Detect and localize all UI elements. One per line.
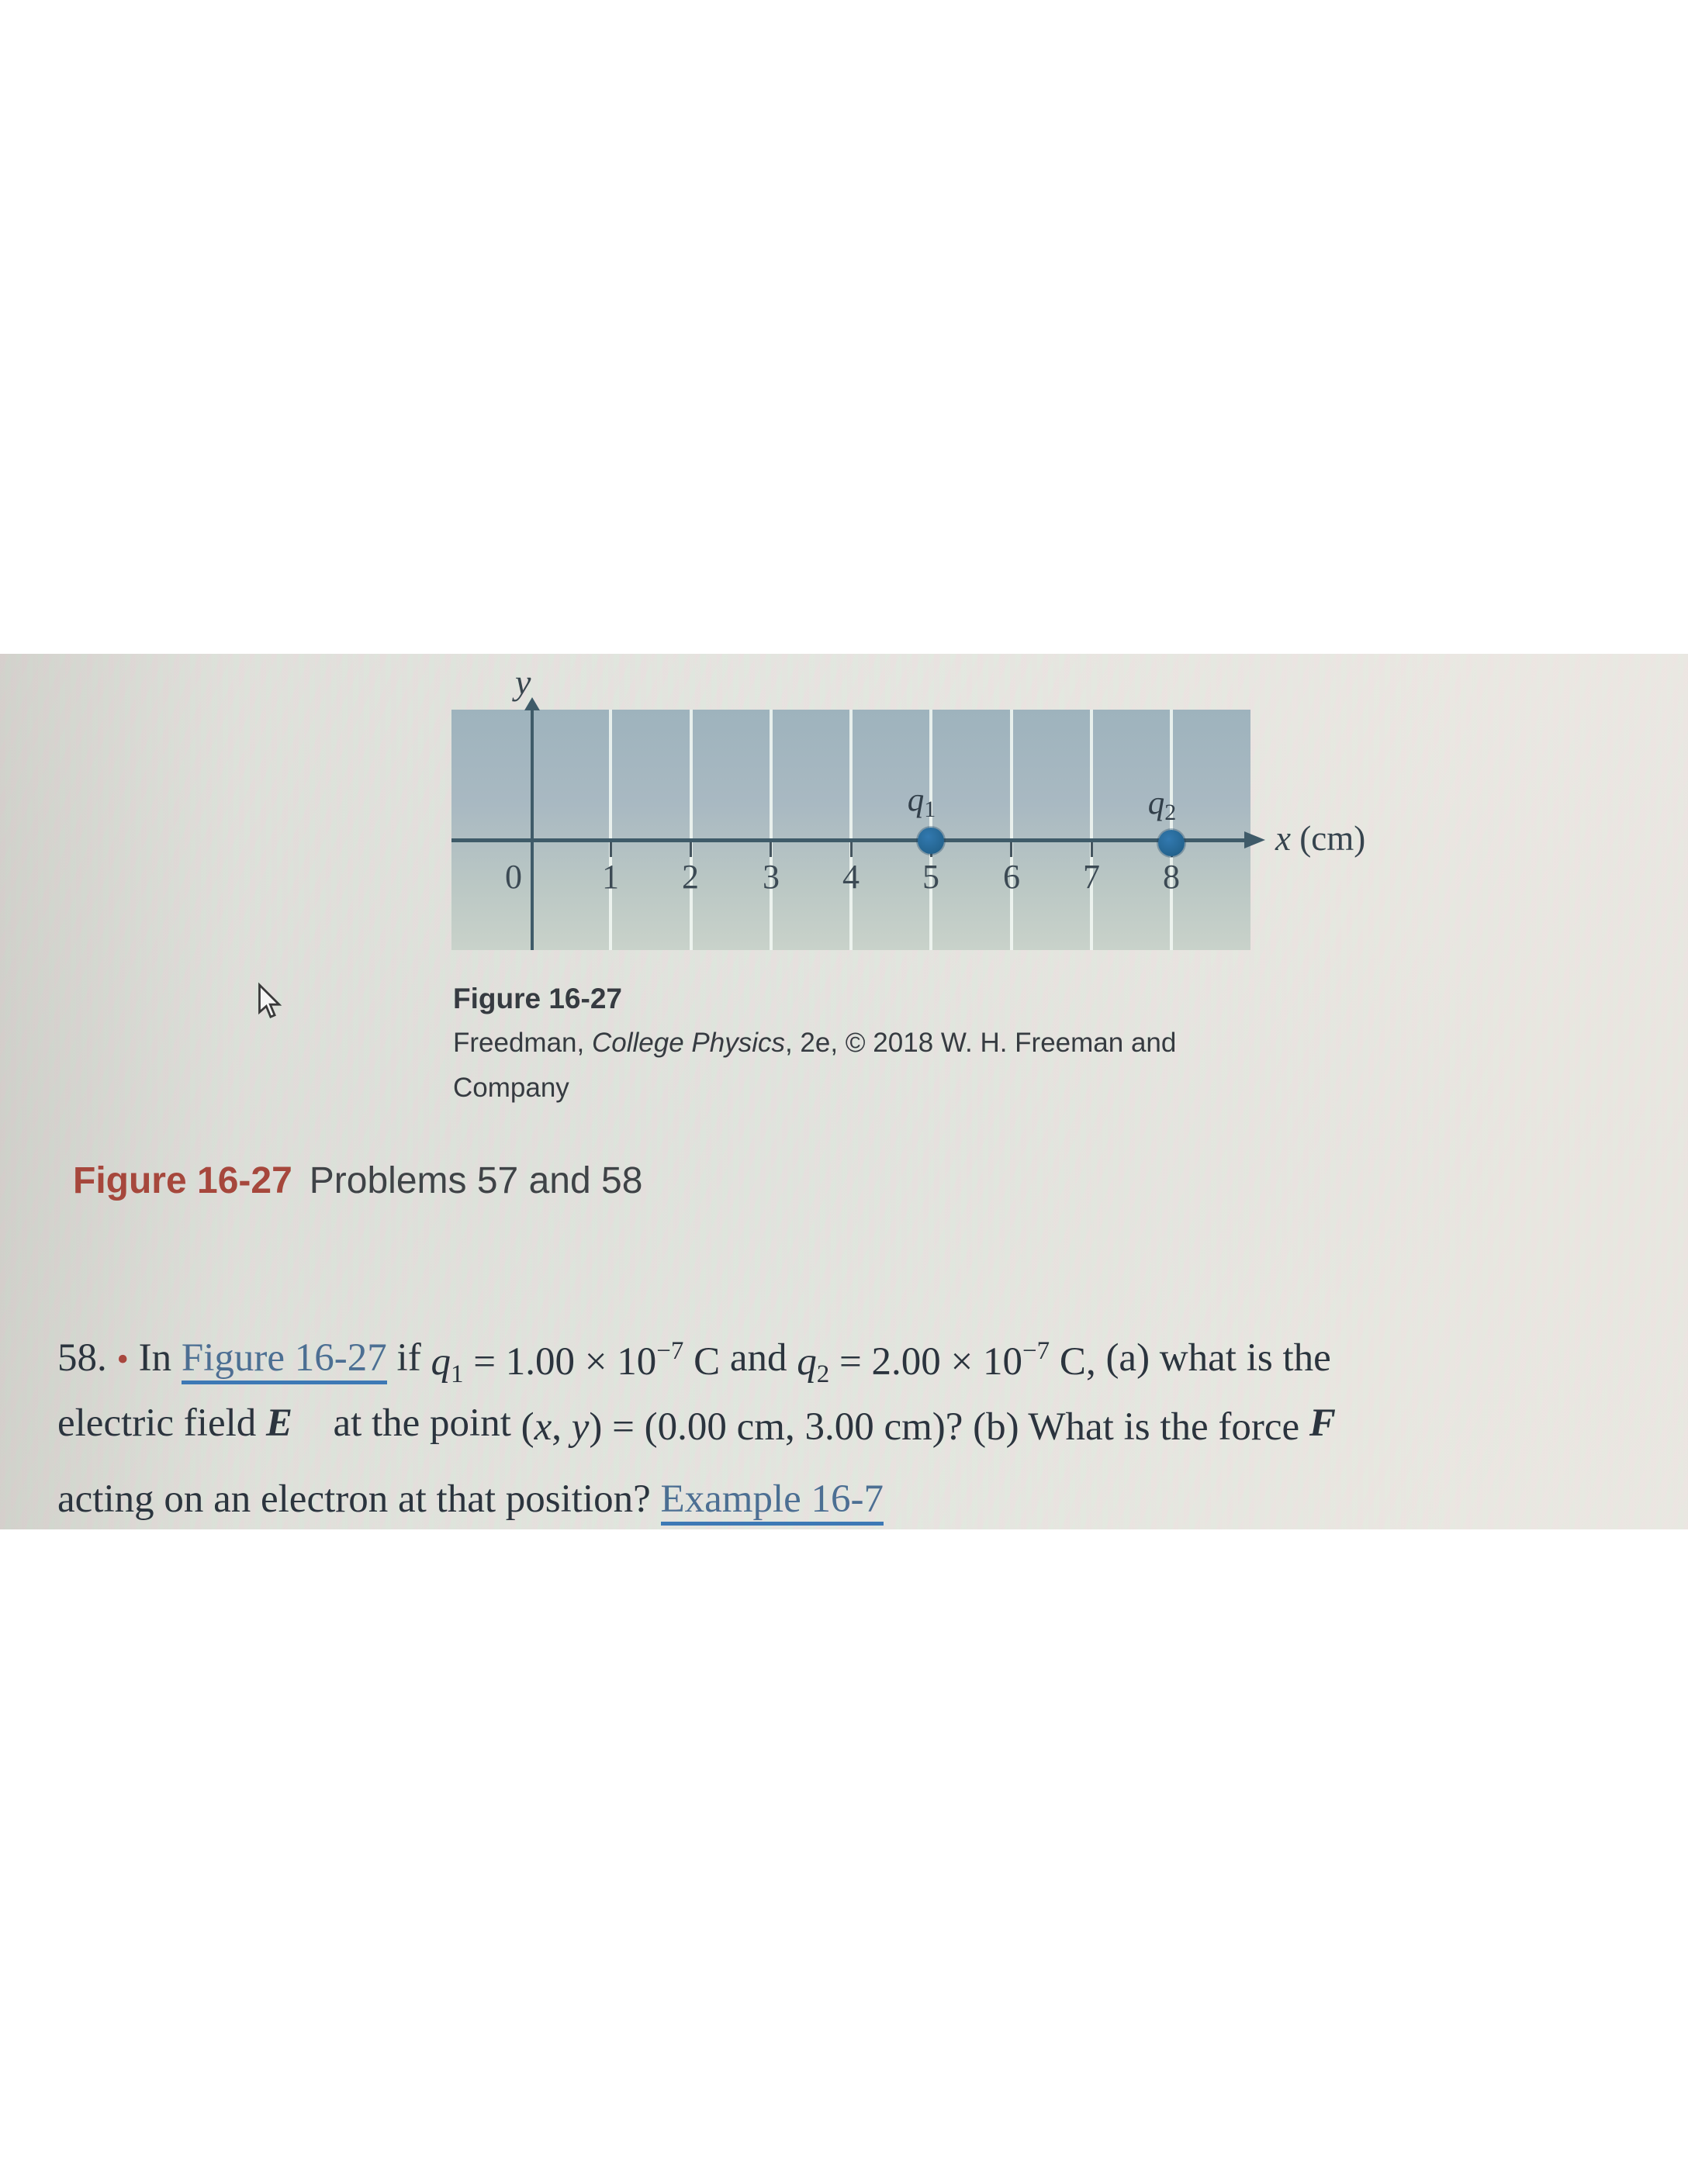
tick-label: 6	[1003, 858, 1020, 896]
figure-caption-credit	[453, 1023, 1176, 1063]
tick-mark	[1010, 842, 1012, 857]
figure-caption	[453, 980, 1176, 1108]
math-symbol: y	[571, 1405, 590, 1449]
math-text: ,	[552, 1405, 572, 1449]
figure-16-27-diagram	[451, 662, 1366, 950]
charge-dot-q1	[918, 828, 944, 854]
example-16-7-link[interactable]: Example 16-7	[661, 1477, 884, 1526]
y-axis-line	[531, 708, 534, 950]
math-unit: C	[683, 1340, 721, 1384]
tick-label: 0	[505, 858, 522, 896]
x-axis-arrow-icon	[1244, 831, 1265, 848]
tick-mark	[1091, 842, 1093, 857]
credit-text: Freedman,	[453, 1028, 592, 1058]
vector-E-symbol: E⃗	[266, 1401, 323, 1445]
tick-label: 1	[602, 858, 619, 896]
math-q1-value	[431, 1337, 721, 1388]
charge-label-q1	[908, 781, 936, 823]
math-unit: C,	[1050, 1340, 1096, 1384]
charge-label-q2	[1148, 784, 1177, 826]
math-superscript: −7	[656, 1337, 684, 1365]
charge-label-subscript: 2	[1164, 800, 1177, 825]
tick-mark	[690, 842, 692, 857]
gridline	[1090, 710, 1093, 950]
problem-text: acting on an electron at that position?	[57, 1477, 661, 1521]
tick-label: 4	[842, 858, 860, 896]
gridline	[849, 710, 853, 950]
figure-caption-credit-line2: Company	[453, 1073, 569, 1103]
problem-58	[57, 1309, 1671, 1537]
math-subscript: 2	[816, 1360, 830, 1388]
problem-text: electric field	[57, 1401, 266, 1445]
problem-line-3	[57, 1461, 1671, 1537]
charge-label-base: q	[907, 782, 925, 818]
tick-label: 7	[1083, 858, 1100, 896]
math-text: = 2.00 × 10	[829, 1340, 1023, 1384]
problem-text: if	[386, 1336, 431, 1380]
problem-number: 58.	[57, 1336, 107, 1380]
tick-label: 5	[922, 858, 939, 896]
tick-mark	[610, 842, 612, 857]
page-photo-band	[0, 654, 1688, 1529]
math-symbol: q	[797, 1340, 817, 1384]
math-point-coordinates	[521, 1405, 1309, 1449]
charge-label-subscript: 1	[924, 797, 936, 822]
figure-heading	[73, 1159, 642, 1203]
figure-caption-title: Figure 16-27	[453, 983, 622, 1014]
tick-label: 2	[682, 858, 699, 896]
vector-F-symbol: F⃗	[1309, 1401, 1367, 1445]
math-superscript: −7	[1022, 1337, 1050, 1365]
problem-text: at the point	[323, 1401, 521, 1445]
x-axis-line	[451, 838, 1246, 842]
gridline	[609, 710, 612, 950]
math-symbol: x	[534, 1405, 552, 1449]
tick-label: 8	[1163, 858, 1180, 896]
math-symbol: q	[431, 1340, 451, 1384]
x-axis-label-unit: (cm)	[1290, 819, 1366, 858]
x-axis-label	[1275, 818, 1365, 859]
difficulty-bullet-icon: •	[116, 1340, 129, 1378]
problem-text: (a) what is the	[1095, 1336, 1331, 1380]
x-axis-label-variable: x	[1275, 819, 1291, 858]
gridline	[690, 710, 693, 950]
math-text: = 1.00 × 10	[463, 1340, 657, 1384]
y-axis-label: y	[515, 662, 531, 702]
math-subscript: 1	[450, 1360, 464, 1388]
gridline	[1010, 710, 1013, 950]
tick-label: 3	[763, 858, 780, 896]
math-text: ) = (0.00 cm, 3.00 cm)? (b) What is the force	[589, 1405, 1309, 1449]
figure-heading-ref: Figure 16-27	[73, 1160, 292, 1201]
problem-line-2	[57, 1385, 1671, 1461]
math-text: (	[521, 1405, 534, 1449]
mouse-cursor-icon	[251, 980, 284, 1027]
problem-line-1	[57, 1309, 1671, 1388]
tick-mark	[850, 842, 853, 857]
math-q2-value	[797, 1337, 1096, 1388]
problem-text: In	[128, 1336, 182, 1380]
problem-text: and	[720, 1336, 797, 1380]
tick-mark	[770, 842, 772, 857]
charge-dot-q2	[1158, 830, 1185, 856]
credit-book-title: College Physics	[591, 1028, 785, 1058]
gridline	[770, 710, 773, 950]
credit-text: , 2e, © 2018 W. H. Freeman and	[784, 1028, 1177, 1058]
figure-16-27-link[interactable]: Figure 16-27	[182, 1336, 387, 1384]
charge-label-base: q	[1147, 785, 1165, 821]
figure-heading-problems: Problems 57 and 58	[309, 1160, 643, 1201]
